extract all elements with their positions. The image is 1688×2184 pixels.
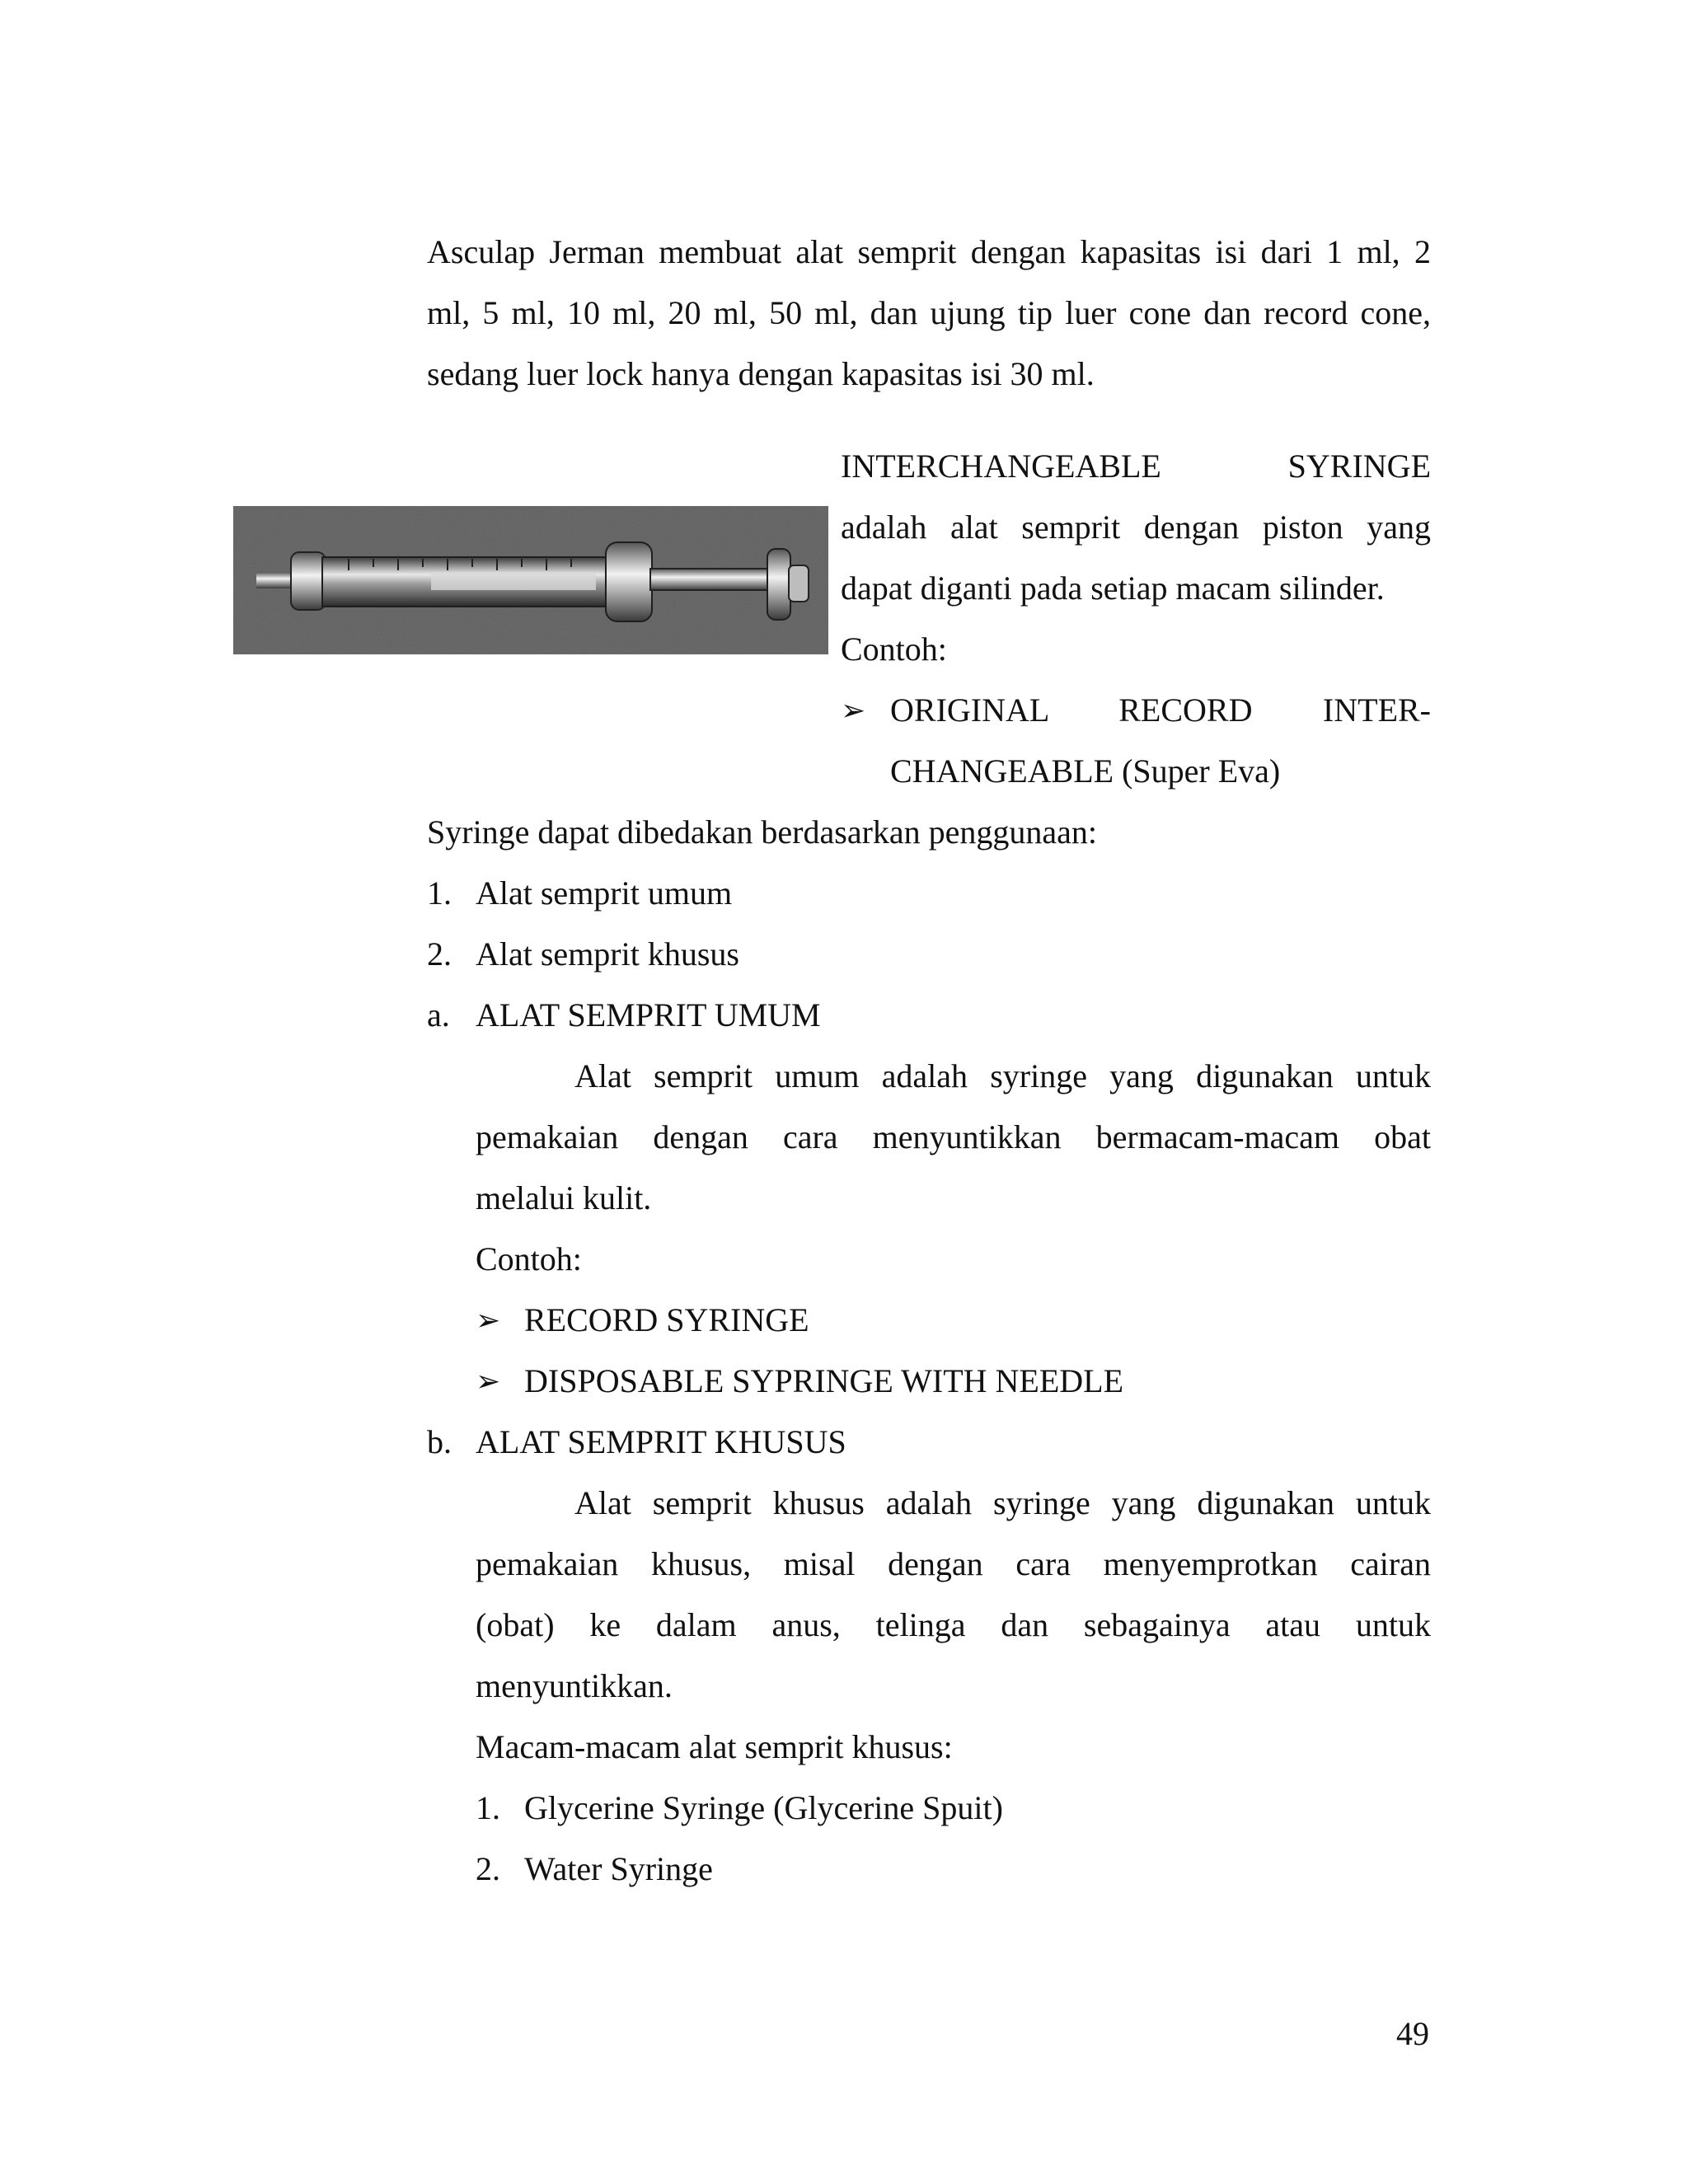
section-b-para-line-3: (obat) ke dalam anus, telinga dan sebagainya atau untuk bbox=[476, 1606, 1431, 1643]
interchangeable-example-label: Contoh: bbox=[841, 630, 947, 668]
section-b-item-1-number: 1. bbox=[476, 1789, 500, 1826]
interchangeable-line-1: INTERCHANGEABLE SYRINGE bbox=[841, 448, 1431, 485]
section-b-item-2-number: 2. bbox=[476, 1850, 500, 1887]
arrow-bullet-icon: ➢ bbox=[841, 694, 866, 727]
section-b-letter: b. bbox=[427, 1423, 452, 1460]
intro-line-3: sedang luer lock hanya dengan kapasitas isi 30 ml. bbox=[427, 355, 1095, 392]
usage-item-1-text: Alat semprit umum bbox=[476, 874, 733, 912]
section-a-heading: ALAT SEMPRIT UMUM bbox=[476, 996, 821, 1033]
section-b-item-1-text: Glycerine Syringe (Glycerine Spuit) bbox=[524, 1789, 1003, 1826]
arrow-bullet-icon: ➢ bbox=[476, 1365, 501, 1398]
usage-item-2-text: Alat semprit khusus bbox=[476, 935, 739, 972]
interchangeable-bullet-line-1: ORIGINAL RECORD INTER- bbox=[890, 691, 1431, 729]
section-a-letter: a. bbox=[427, 996, 450, 1033]
interchangeable-line-3: dapat diganti pada setiap macam silinder. bbox=[841, 569, 1385, 607]
usage-intro: Syringe dapat dibedakan berdasarkan penggunaan: bbox=[427, 813, 1098, 851]
section-a-bullet-1: RECORD SYRINGE bbox=[524, 1301, 809, 1338]
section-b-heading: ALAT SEMPRIT KHUSUS bbox=[476, 1423, 846, 1460]
section-b-list-label: Macam-macam alat semprit khusus: bbox=[476, 1728, 953, 1765]
usage-item-1-number: 1. bbox=[427, 874, 452, 912]
arrow-bullet-icon: ➢ bbox=[476, 1304, 501, 1337]
interchangeable-line-2: adalah alat semprit dengan piston yang bbox=[841, 509, 1431, 546]
section-a-para-line-2: pemakaian dengan cara menyuntikkan bermacam-macam obat bbox=[476, 1118, 1431, 1155]
section-a-bullet-2: DISPOSABLE SYPRINGE WITH NEEDLE bbox=[524, 1362, 1124, 1399]
section-a-para-line-1: Alat semprit umum adalah syringe yang digunakan untuk bbox=[574, 1057, 1431, 1094]
page-number: 49 bbox=[1396, 2015, 1429, 2052]
section-b-para-line-1: Alat semprit khusus adalah syringe yang digunakan untuk bbox=[574, 1484, 1431, 1521]
syringe-photo bbox=[233, 506, 828, 654]
usage-item-2-number: 2. bbox=[427, 935, 452, 972]
interchangeable-bullet-line-2: CHANGEABLE (Super Eva) bbox=[890, 752, 1281, 790]
section-b-para-line-4: menyuntikkan. bbox=[476, 1667, 673, 1704]
section-a-example-label: Contoh: bbox=[476, 1240, 582, 1277]
section-b-para-line-2: pemakaian khusus, misal dengan cara menyemprotkan cairan bbox=[476, 1545, 1431, 1582]
section-b-item-2-text: Water Syringe bbox=[524, 1850, 713, 1887]
section-a-para-line-3: melalui kulit. bbox=[476, 1179, 652, 1216]
intro-line-2: ml, 5 ml, 10 ml, 20 ml, 50 ml, dan ujung tip luer cone dan record cone, bbox=[427, 294, 1431, 331]
intro-line-1: Asculap Jerman membuat alat semprit dengan kapasitas isi dari 1 ml, 2 bbox=[427, 233, 1431, 270]
